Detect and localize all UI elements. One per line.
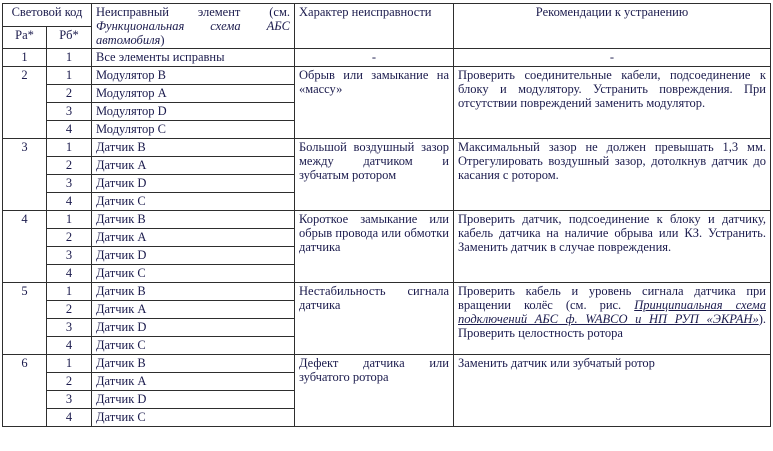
faulty-element-cell: Датчик D [92, 391, 295, 409]
text-segment: Неисправный элемент (см. [96, 5, 290, 19]
fault-character-cell: Обрыв или замыкание на «массу» [295, 67, 454, 139]
text-segment: ) [160, 33, 165, 47]
table-row [3, 49, 771, 67]
faulty-element-cell: Датчик B [92, 139, 295, 157]
pb-code-cell: 2 [47, 301, 92, 319]
fault-character-cell: - [295, 49, 454, 67]
header-pa-code: Ра* [3, 26, 47, 49]
faulty-element-cell: Датчик A [92, 157, 295, 175]
pb-code-cell: 4 [47, 265, 92, 283]
fault-character-cell: Дефект датчика или зубчатого ротора [295, 355, 454, 427]
pb-code-cell: 1 [47, 211, 92, 229]
pb-code-cell: 3 [47, 391, 92, 409]
recommendation-cell [454, 355, 771, 427]
pb-code-cell: 1 [47, 139, 92, 157]
pb-code-cell: 1 [47, 49, 92, 67]
pb-code-cell: 4 [47, 337, 92, 355]
faulty-element-cell: Датчик B [92, 283, 295, 301]
pa-code-cell: 6 [3, 355, 47, 427]
table-row [3, 283, 771, 301]
faulty-element-cell: Датчик C [92, 409, 295, 427]
faulty-element-cell: Все элементы исправны [92, 49, 295, 67]
faulty-element-cell: Датчик D [92, 247, 295, 265]
text-segment: Проверить датчик, подсоединение к блоку и датчику, кабель датчика на наличие обрыва или КЗ. Устранить. Заменить датчик в случае повреждения. [458, 212, 766, 254]
table-row [3, 139, 771, 157]
pb-code-cell: 4 [47, 409, 92, 427]
pb-code-cell: 3 [47, 247, 92, 265]
table-row [3, 355, 771, 373]
reference-text: Принципиальная схема подключений АБС ф. WABCO и НП РУП «ЭКРАН» [458, 298, 766, 326]
pb-code-cell: 1 [47, 67, 92, 85]
faulty-element-cell: Модулятор D [92, 103, 295, 121]
fault-character-cell: Короткое замыкание или обрыв провода или обмотки датчика [295, 211, 454, 283]
faulty-element-cell: Датчик C [92, 337, 295, 355]
faulty-element-cell: Датчик D [92, 319, 295, 337]
pa-code-cell: 5 [3, 283, 47, 355]
faulty-element-cell: Датчик C [92, 265, 295, 283]
pa-code-cell: 3 [3, 139, 47, 211]
fault-character-cell: Нестабильность сигнала датчика [295, 283, 454, 355]
faulty-element-cell: Датчик C [92, 193, 295, 211]
fault-code-table-body [3, 49, 771, 427]
recommendation-cell [454, 283, 771, 355]
pb-code-cell: 2 [47, 157, 92, 175]
faulty-element-cell: Модулятор A [92, 85, 295, 103]
faulty-element-cell: Датчик D [92, 175, 295, 193]
pb-code-cell: 1 [47, 283, 92, 301]
faulty-element-cell: Модулятор C [92, 121, 295, 139]
header-light-code: Световой код [3, 4, 92, 27]
header-faulty-element [92, 4, 295, 49]
text-segment: - [609, 50, 615, 64]
pb-code-cell: 2 [47, 373, 92, 391]
text-segment: Проверить кабель и уровень сигнала датчика при вращении колёс (см. рис. [458, 284, 766, 312]
header-fault-character: Характер неисправности [295, 4, 454, 49]
pb-code-cell: 3 [47, 103, 92, 121]
table-row [3, 211, 771, 229]
faulty-element-cell: Модулятор B [92, 67, 295, 85]
recommendation-cell [454, 49, 771, 67]
text-segment: Максимальный зазор не должен превышать 1,3 мм. Отрегулировать воздушный зазор, дотолкнув датчик до касания с ротором. [458, 140, 766, 182]
pb-code-cell: 4 [47, 193, 92, 211]
text-segment: Заменить датчик или зубчатый ротор [458, 356, 655, 370]
faulty-element-cell: Датчик A [92, 373, 295, 391]
fault-code-table [2, 3, 771, 427]
pb-code-cell: 1 [47, 355, 92, 373]
pb-code-cell: 2 [47, 85, 92, 103]
pb-code-cell: 3 [47, 319, 92, 337]
faulty-element-cell: Датчик A [92, 229, 295, 247]
faulty-element-cell: Датчик B [92, 211, 295, 229]
header-pb-code: Рб* [47, 26, 92, 49]
pb-code-cell: 4 [47, 121, 92, 139]
faulty-element-cell: Датчик A [92, 301, 295, 319]
pb-code-cell: 2 [47, 229, 92, 247]
pa-code-cell: 4 [3, 211, 47, 283]
pb-code-cell: 3 [47, 175, 92, 193]
fault-character-cell: Большой воздушный зазор между датчиком и зубчатым ротором [295, 139, 454, 211]
recommendation-cell [454, 67, 771, 139]
faulty-element-cell: Датчик B [92, 355, 295, 373]
pa-code-cell: 1 [3, 49, 47, 67]
text-segment: Проверить соединительные кабели, подсоединение к блоку и модулятору. Устранить повреждения. При отсутствии повреждений заменить модулятор. [458, 68, 766, 110]
table-row [3, 67, 771, 85]
pa-code-cell: 2 [3, 67, 47, 139]
recommendation-cell [454, 211, 771, 283]
text-segment: ). Проверить целостность ротора [458, 312, 766, 340]
reference-text: Функциональная схема АБС автомобиля [96, 19, 290, 47]
recommendation-cell [454, 139, 771, 211]
header-recommendations: Рекомендации к устранению [454, 4, 771, 49]
